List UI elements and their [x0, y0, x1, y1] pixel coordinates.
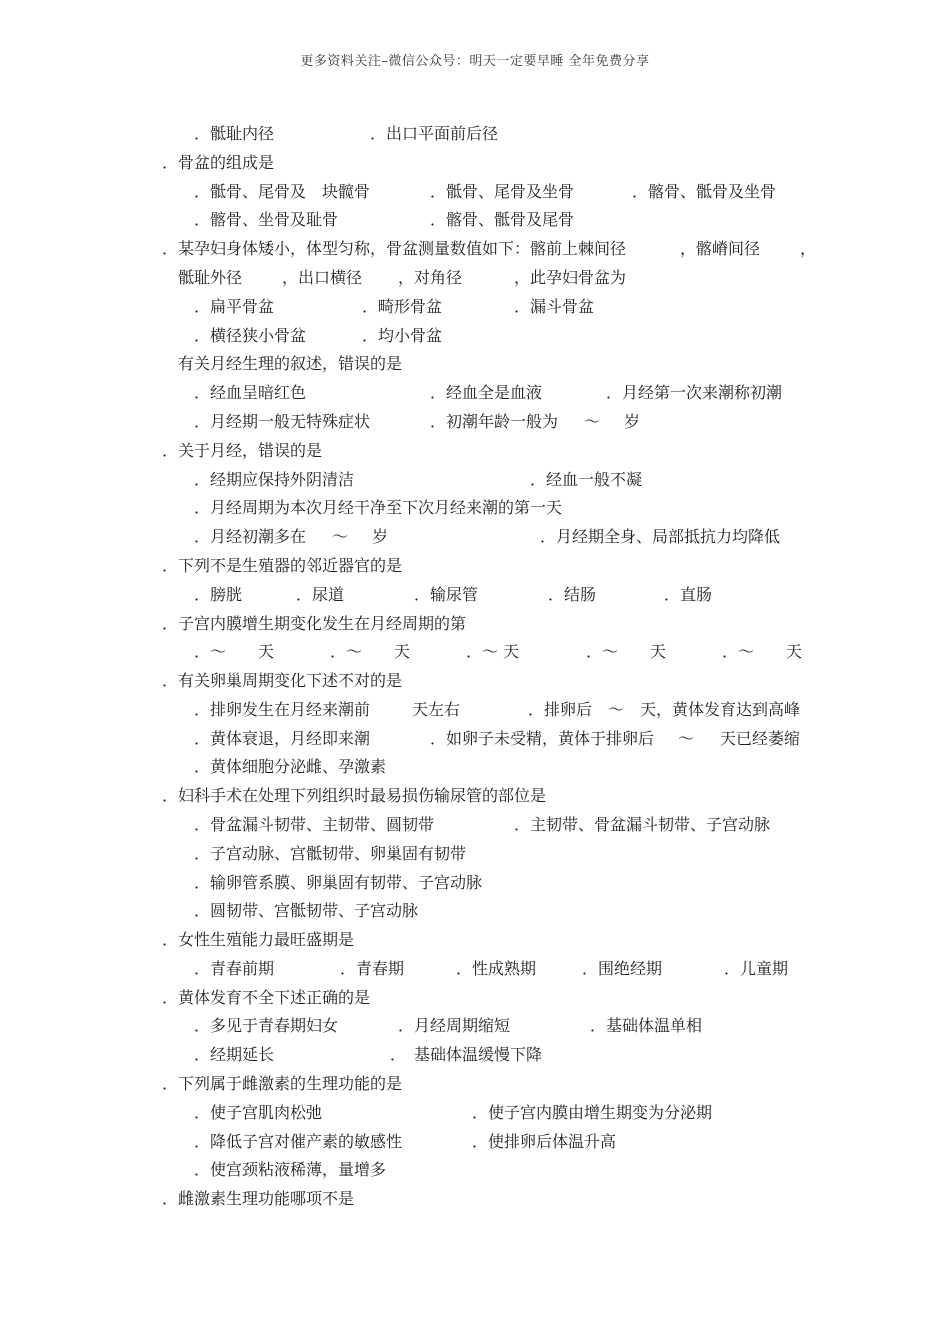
text-segment: 天，黄体发育达到高峰 [640, 700, 801, 719]
text-segment: ，出口横径 [282, 268, 363, 287]
text-segment: ．使子宫内膜由增生期变为分泌期 [472, 1103, 713, 1122]
text-segment: ．月经初潮多在 [194, 527, 307, 546]
text-segment: ．经期延长 [194, 1045, 275, 1064]
text-segment: ．直肠 [664, 585, 713, 604]
text-segment: ．青春期 [340, 959, 405, 978]
text-segment: 有关月经生理的叙述，错误的是 [178, 354, 403, 373]
text-segment: ．横径狭小骨盆 [194, 326, 307, 345]
text-segment: ．多见于青春期妇女 [194, 1016, 339, 1035]
text-segment: ．女性生殖能力最旺盛期是 [162, 930, 355, 949]
text-segment: ．月经第一次来潮称初潮 [606, 383, 783, 402]
text-segment: ．儿童期 [724, 959, 789, 978]
text-segment: ．～ 天 [586, 642, 667, 661]
text-segment: ．基础体温单相 [590, 1016, 703, 1035]
text-segment: ．主韧带、骨盆漏斗韧带、子宫动脉 [514, 815, 771, 834]
text-segment: ．排卵发生在月经来潮前 [194, 700, 371, 719]
text-segment: ．初潮年龄一般为 [430, 412, 559, 431]
text-segment: ～ [678, 729, 695, 748]
text-segment: ．经期应保持外阴清洁 [194, 470, 355, 489]
text-segment: ，此孕妇骨盆为 [514, 268, 627, 287]
text-segment: ．～ 天 [466, 642, 520, 661]
page-header: 更多资料关注–微信公众号：明天一定要早睡 全年免费分享 [300, 54, 650, 69]
text-segment: ．有关卵巢周期变化下述不对的是 [162, 671, 403, 690]
text-segment: ．某孕妇身体矮小，体型匀称，骨盆测量数值如下：髂前上棘间径 [162, 239, 627, 258]
text-segment: ．黄体发育不全下述正确的是 [162, 988, 371, 1007]
text-segment: 骶耻外径 [178, 268, 243, 287]
text-segment: ．～ 天 [330, 642, 411, 661]
text-segment: 岁 [372, 527, 389, 546]
text-segment: ～ [608, 700, 625, 719]
text-segment: ，髂嵴间径 [680, 239, 761, 258]
text-segment: ．输尿管 [414, 585, 479, 604]
text-segment: ．经血一般不凝 [530, 470, 643, 489]
text-segment: ．骶骨、尾骨及坐骨 [430, 182, 575, 201]
text-segment: ．下列不是生殖器的邻近器官的是 [162, 556, 403, 575]
text-segment: ．结肠 [548, 585, 597, 604]
text-segment: ．骶耻内径 [194, 124, 275, 143]
text-segment: ～ [332, 527, 349, 546]
text-segment: ．骨盆的组成是 [162, 153, 275, 172]
text-segment: ．膀胱 [194, 585, 243, 604]
text-segment: ．月经周期缩短 [398, 1016, 511, 1035]
text-segment: ．经血全是血液 [430, 383, 543, 402]
text-segment: ．髂骨、骶骨及坐骨 [632, 182, 777, 201]
text-segment: ， [800, 239, 817, 258]
text-segment: ．尿道 [296, 585, 345, 604]
text-segment: ．均小骨盆 [362, 326, 443, 345]
text-segment: ．畸形骨盆 [362, 297, 443, 316]
text-segment: ．排卵后 [528, 700, 593, 719]
text-segment: ．黄体细胞分泌雌、孕激素 [194, 757, 387, 776]
text-segment: ．下列属于雌激素的生理功能的是 [162, 1074, 403, 1093]
text-segment: ．月经期全身、局部抵抗力均降低 [540, 527, 781, 546]
text-segment: ．髂骨、坐骨及耻骨 [194, 210, 339, 229]
text-segment: ．～ 天 [194, 642, 275, 661]
text-segment: ．雌激素生理功能哪项不是 [162, 1189, 355, 1208]
text-segment: ．髂骨、骶骨及尾骨 [430, 210, 575, 229]
text-segment: ～ [584, 412, 601, 431]
text-segment: ，对角径 [398, 268, 463, 287]
text-segment: 天已经萎缩 [720, 729, 801, 748]
text-segment: ．妇科手术在处理下列组织时最易损伤输尿管的部位是 [162, 786, 547, 805]
text-segment: ．子宫内膜增生期变化发生在月经周期的第 [162, 614, 467, 633]
text-segment: ．扁平骨盆 [194, 297, 275, 316]
text-segment: 天左右 [412, 700, 461, 719]
text-segment: ．使子宫肌肉松弛 [194, 1103, 323, 1122]
text-segment: ．漏斗骨盆 [514, 297, 595, 316]
text-segment: ．经血呈暗红色 [194, 383, 307, 402]
text-segment: ．月经期一般无特殊症状 [194, 412, 371, 431]
text-segment: ．性成熟期 [456, 959, 537, 978]
text-segment: ．圆韧带、宫骶韧带、子宫动脉 [194, 901, 419, 920]
text-segment: ．降低子宫对催产素的敏感性 [194, 1132, 403, 1151]
text-segment: ．月经周期为本次月经干净至下次月经来潮的第一天 [194, 498, 563, 517]
text-segment: ．使排卵后体温升高 [472, 1132, 617, 1151]
text-segment: ．输卵管系膜、卵巢固有韧带、子宫动脉 [194, 873, 483, 892]
text-segment: ．～ 天 [722, 642, 803, 661]
text-segment: ．青春前期 [194, 959, 275, 978]
text-segment: ．出口平面前后径 [370, 124, 499, 143]
text-segment: ．黄体衰退，月经即来潮 [194, 729, 371, 748]
text-segment: ．如卵子未受精，黄体于排卵后 [430, 729, 655, 748]
text-segment: 岁 [624, 412, 641, 431]
text-segment: ．围绝经期 [582, 959, 663, 978]
text-segment: ． 基础体温缓慢下降 [390, 1045, 543, 1064]
text-segment: ．骶骨、尾骨及 块髋骨 [194, 182, 371, 201]
text-segment: ．使宫颈粘液稀薄，量增多 [194, 1160, 387, 1179]
text-segment: ．骨盆漏斗韧带、主韧带、圆韧带 [194, 815, 435, 834]
text-segment: ．子宫动脉、宫骶韧带、卵巢固有韧带 [194, 844, 467, 863]
text-segment: ．关于月经，错误的是 [162, 441, 323, 460]
